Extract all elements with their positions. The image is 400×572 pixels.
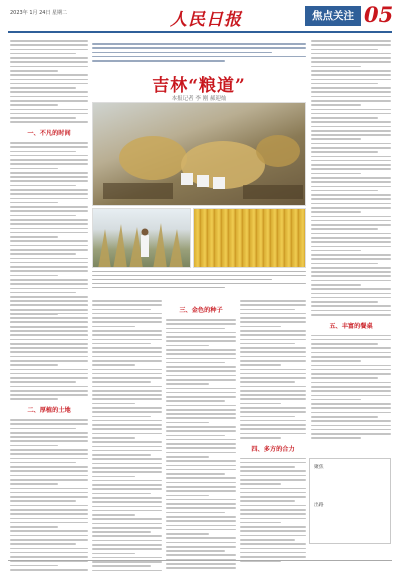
page-header xyxy=(0,0,400,34)
column-2-bottom xyxy=(92,300,162,572)
section-heading: 五、丰富的餐桌 xyxy=(329,322,373,330)
summary-box xyxy=(92,38,306,68)
section-tag: 焦点关注 xyxy=(305,6,361,26)
article-byline: 本报记者 李 刚 郝迎灿 xyxy=(171,96,227,102)
left-column-bottom xyxy=(10,300,88,572)
page-number: 05 xyxy=(364,2,394,27)
article-title: 吉林“粮道” xyxy=(152,76,246,96)
column-3-bottom xyxy=(166,300,236,572)
masthead-logo: 人民日报 xyxy=(170,10,242,30)
photo-corn-cobs xyxy=(193,208,306,268)
photo-caption xyxy=(92,271,306,291)
photo-corn-field-farmer xyxy=(92,208,191,268)
sidebar-word: 聚焦 xyxy=(314,465,324,470)
section-heading: 四、多方的合力 xyxy=(251,445,295,453)
right-column xyxy=(311,40,391,442)
footer-rule xyxy=(8,560,392,561)
column-4-bottom xyxy=(240,300,306,565)
section-heading: 一、不凡的时间 xyxy=(27,129,71,137)
section-heading: 三、金色的种子 xyxy=(179,307,223,314)
photo-grain-storage-yard xyxy=(92,102,306,206)
date-line: 2023年 1月 24日 星期二 xyxy=(10,10,68,16)
sidebar-word: 出路 xyxy=(314,503,324,508)
related-reading-box xyxy=(309,458,391,544)
section-heading: 二、厚植的土地 xyxy=(27,407,71,415)
feature-block xyxy=(92,38,306,296)
header-rule xyxy=(8,31,392,33)
